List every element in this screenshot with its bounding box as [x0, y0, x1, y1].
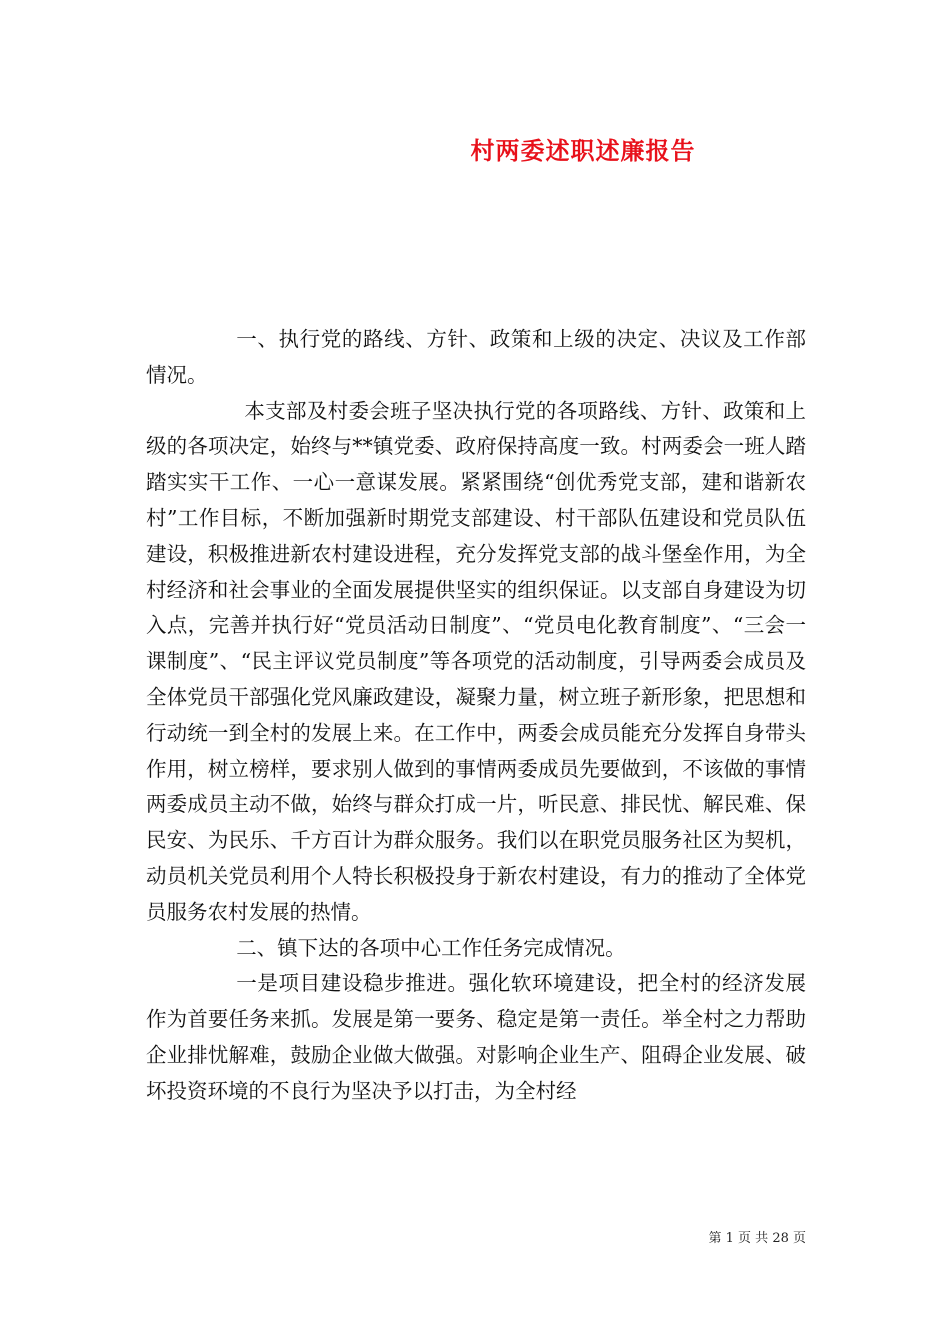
- paragraph-section-one-heading: 一、执行党的路线、方针、政策和上级的决定、决议及工作部情况。: [146, 327, 806, 387]
- paragraph-section-two-heading: 二、镇下达的各项中心工作任务完成情况。: [236, 935, 626, 960]
- paragraph-section-one-body: 本支部及村委会班子坚决执行党的各项路线、方针、政策和上级的各项决定，始终与**镇党委、政府保持高度一致。村两委会一班人踏踏实实干工作、一心一意谋发展。紧紧围绕“创优秀党支部，建和谐新农村”工作目标，不断加强新时期党支部建设、村干部队伍建设和党员队伍建设，积极推进新农村建设进程，充分发挥党支部的战斗堡垒作用，为全村经济和社会事业的全面发展提供坚实的组织保证。以支部自身建设为切入点，完善并执行好“党员活动日制度”、“党员电化教育制度”、“三会一课制度”、“民主评议党员制度”等各项党的活动制度，引导两委会成员及全体党员干部强化党风廉政建设，凝聚力量，树立班子新形象，把思想和行动统一到全村的发展上来。在工作中，两委会成员能充分发挥自身带头作用，树立榜样，要求别人做到的事情两委成员先要做到，不该做的事情两委成员主动不做，始终与群众打成一片，听民意、排民忧、解民难、保民安、为民乐、千方百计为群众服务。我们以在职党员服务社区为契机，动员机关党员利用个人特长积极投身于新农村建设，有力的推动了全体党员服务农村发展的热情。: [146, 398, 806, 924]
- page-number-footer: 第 1 页 共 28 页: [708, 1231, 806, 1246]
- paragraph-section-two-body: 一是项目建设稳步推进。强化软环境建设，把全村的经济发展作为首要任务来抓。发展是第一要务、稳定是第一责任。举全村之力帮助企业排忧解难，鼓励企业做大做强。对影响企业生产、阻碍企业发展、破坏投资环境的不良行为坚决予以打击，为全村经: [146, 971, 806, 1103]
- document-body: [146, 322, 806, 1110]
- document-title: 村两委述职述廉报告: [470, 136, 696, 165]
